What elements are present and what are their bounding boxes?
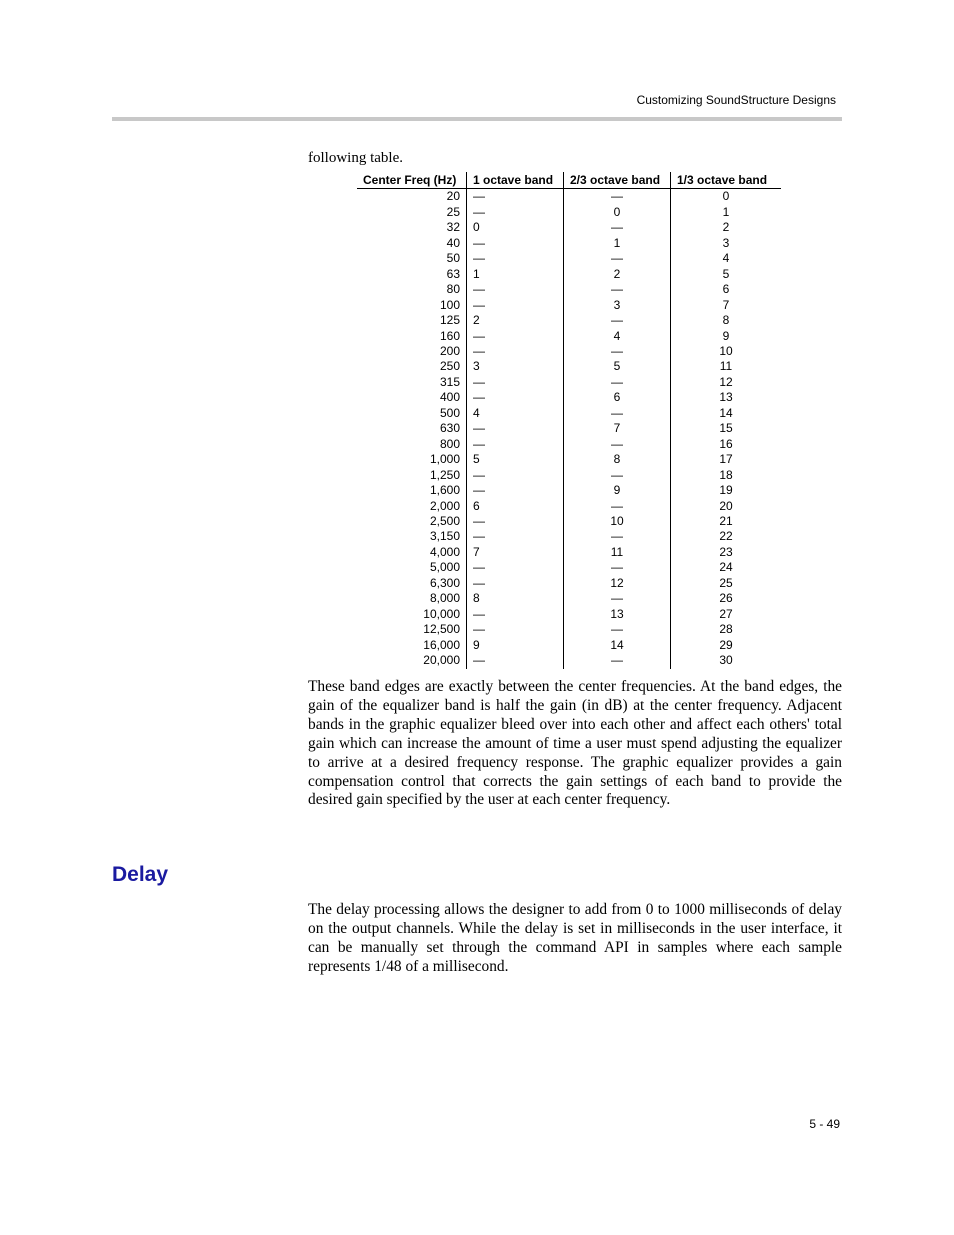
column-header-1-3-octave: 1/3 octave band — [671, 172, 782, 189]
cell-1-3-octave: 8 — [722, 313, 730, 328]
cell-1-octave: 9 — [467, 638, 564, 653]
cell-2-3-octave: 4 — [564, 329, 671, 344]
table-row — [357, 529, 781, 544]
table-row — [357, 220, 781, 235]
cell-2-3-octave: — — [564, 251, 671, 266]
cell-1-3-octave: 28 — [719, 622, 733, 637]
cell-2-3-octave: — — [564, 282, 671, 297]
cell-1-octave: — — [467, 607, 564, 622]
cell-2-3-octave: — — [564, 622, 671, 637]
cell-center-freq: 12,500 — [357, 622, 467, 637]
cell-2-3-octave: — — [564, 529, 671, 544]
page-number: 5 - 49 — [809, 1117, 840, 1131]
table-row — [357, 591, 781, 606]
cell-1-3-octave: 23 — [719, 544, 733, 559]
cell-center-freq: 32 — [357, 220, 467, 235]
table-row — [357, 313, 781, 328]
table-row — [357, 390, 781, 405]
cell-1-3-octave: 0 — [722, 189, 730, 204]
cell-center-freq: 1,600 — [357, 483, 467, 498]
cell-1-3-octave: 2 — [722, 220, 730, 235]
cell-2-3-octave: — — [564, 437, 671, 452]
cell-2-3-octave: — — [564, 344, 671, 359]
cell-1-3-octave: 19 — [719, 483, 733, 498]
cell-1-octave: — — [467, 282, 564, 297]
cell-center-freq: 250 — [357, 359, 467, 374]
cell-2-3-octave: 14 — [564, 638, 671, 653]
cell-1-octave: — — [467, 437, 564, 452]
table-row — [357, 267, 781, 282]
cell-center-freq: 200 — [357, 344, 467, 359]
cell-center-freq: 315 — [357, 375, 467, 390]
cell-1-octave: — — [467, 622, 564, 637]
equalizer-band-table — [357, 172, 781, 669]
table-row — [357, 344, 781, 359]
cell-2-3-octave: — — [564, 406, 671, 421]
cell-1-3-octave: 22 — [719, 529, 733, 544]
cell-2-3-octave: 0 — [564, 205, 671, 220]
cell-center-freq: 100 — [357, 298, 467, 313]
cell-1-octave: — — [467, 421, 564, 436]
cell-1-3-octave: 12 — [719, 374, 733, 389]
table-row — [357, 282, 781, 297]
table-row — [357, 483, 781, 498]
cell-2-3-octave: 3 — [564, 298, 671, 313]
cell-center-freq: 6,300 — [357, 576, 467, 591]
cell-center-freq: 400 — [357, 390, 467, 405]
table-row — [357, 375, 781, 390]
table-header-row — [357, 172, 781, 189]
table-row — [357, 638, 781, 653]
delay-paragraph: The delay processing allows the designer to add from 0 to 1000 milliseconds of delay on the output channels. While the delay is set in milliseconds in the user interface, it can be manually set through the command API in samples where each sample represents 1/48 of a millisecond. — [308, 901, 842, 975]
column-header-center-freq: Center Freq (Hz) — [357, 172, 467, 189]
cell-center-freq: 1,250 — [357, 468, 467, 483]
cell-1-octave: — — [467, 483, 564, 498]
running-header: Customizing SoundStructure Designs — [636, 93, 836, 107]
cell-1-3-octave: 16 — [719, 436, 733, 451]
cell-2-3-octave: — — [564, 468, 671, 483]
cell-2-3-octave: 11 — [564, 545, 671, 560]
cell-1-octave: — — [467, 529, 564, 544]
table-row — [357, 653, 781, 668]
cell-2-3-octave: 5 — [564, 359, 671, 374]
cell-2-3-octave: — — [564, 313, 671, 328]
cell-center-freq: 20,000 — [357, 653, 467, 668]
cell-1-octave: — — [467, 514, 564, 529]
table-row — [357, 468, 781, 483]
cell-center-freq: 160 — [357, 329, 467, 344]
cell-center-freq: 16,000 — [357, 638, 467, 653]
table-row — [357, 622, 781, 637]
cell-1-octave: — — [467, 375, 564, 390]
cell-center-freq: 2,500 — [357, 514, 467, 529]
cell-1-octave: — — [467, 344, 564, 359]
cell-center-freq: 10,000 — [357, 607, 467, 622]
cell-1-octave: — — [467, 189, 564, 205]
cell-2-3-octave: — — [564, 560, 671, 575]
table-row — [357, 437, 781, 452]
cell-1-octave: 1 — [467, 267, 564, 282]
cell-2-3-octave: 7 — [564, 421, 671, 436]
cell-1-octave: 3 — [467, 359, 564, 374]
cell-center-freq: 8,000 — [357, 591, 467, 606]
table-row — [357, 576, 781, 591]
cell-1-3-octave: 6 — [722, 282, 730, 297]
cell-1-3-octave: 1 — [722, 204, 730, 219]
cell-1-3-octave: 11 — [719, 359, 733, 374]
cell-1-3-octave: 9 — [722, 328, 730, 343]
section-heading-delay: Delay — [112, 863, 169, 886]
cell-2-3-octave: — — [564, 375, 671, 390]
intro-text: following table. — [308, 150, 403, 166]
cell-2-3-octave: 8 — [564, 452, 671, 467]
table-row — [357, 545, 781, 560]
cell-1-octave: — — [467, 236, 564, 251]
cell-1-3-octave: 18 — [719, 467, 733, 482]
cell-1-octave: — — [467, 576, 564, 591]
cell-1-3-octave: 17 — [719, 452, 733, 467]
header-rule — [112, 117, 842, 121]
cell-center-freq: 63 — [357, 267, 467, 282]
cell-1-3-octave: 21 — [719, 513, 733, 528]
table-row — [357, 205, 781, 220]
cell-1-3-octave: 26 — [719, 591, 733, 606]
cell-center-freq: 25 — [357, 205, 467, 220]
cell-1-3-octave: 5 — [722, 266, 730, 281]
table-row — [357, 607, 781, 622]
cell-center-freq: 40 — [357, 236, 467, 251]
cell-1-3-octave: 29 — [719, 637, 733, 652]
table-row — [357, 298, 781, 313]
table-body — [357, 189, 781, 669]
cell-1-octave: 0 — [467, 220, 564, 235]
cell-center-freq: 20 — [357, 189, 467, 205]
cell-center-freq: 4,000 — [357, 545, 467, 560]
cell-1-3-octave: 14 — [719, 405, 733, 420]
cell-2-3-octave: 12 — [564, 576, 671, 591]
table-row — [357, 452, 781, 467]
cell-center-freq: 50 — [357, 251, 467, 266]
cell-1-octave: — — [467, 390, 564, 405]
cell-center-freq: 2,000 — [357, 499, 467, 514]
cell-1-3-octave: 7 — [722, 297, 730, 312]
cell-1-3-octave: 10 — [719, 343, 733, 358]
cell-center-freq: 500 — [357, 406, 467, 421]
cell-1-octave: 2 — [467, 313, 564, 328]
cell-1-octave: — — [467, 329, 564, 344]
cell-2-3-octave: — — [564, 591, 671, 606]
table-row — [357, 329, 781, 344]
cell-1-octave: 8 — [467, 591, 564, 606]
cell-2-3-octave: 13 — [564, 607, 671, 622]
table-row — [357, 236, 781, 251]
cell-center-freq: 630 — [357, 421, 467, 436]
band-edges-paragraph: These band edges are exactly between the center frequencies. At the band edges, the gain of the equalizer band is half the gain (in dB) at the center frequency. Adjacent bands in the graphic equalizer bleed over into each other and affect each others' total gain which can increase the amount of time a user must spend adjusting the equalizer to arrive at a desired frequency response. The graphic equalizer provides a gain compensation control that corrects the gain settings of each band to provide the desired gain specified by the user at each center frequency. — [308, 678, 842, 809]
cell-center-freq: 80 — [357, 282, 467, 297]
cell-1-octave: 6 — [467, 499, 564, 514]
cell-center-freq: 125 — [357, 313, 467, 328]
cell-1-3-octave: 15 — [719, 421, 733, 436]
table-row — [357, 406, 781, 421]
cell-1-3-octave: 3 — [722, 235, 730, 250]
cell-2-3-octave: 6 — [564, 390, 671, 405]
table-row — [357, 499, 781, 514]
cell-1-octave: 5 — [467, 452, 564, 467]
cell-1-octave: 4 — [467, 406, 564, 421]
column-header-1-octave: 1 octave band — [467, 172, 564, 189]
cell-1-octave: — — [467, 560, 564, 575]
cell-2-3-octave: 9 — [564, 483, 671, 498]
cell-2-3-octave: 1 — [564, 236, 671, 251]
column-header-2-3-octave: 2/3 octave band — [564, 172, 671, 189]
cell-center-freq: 3,150 — [357, 529, 467, 544]
cell-1-3-octave: 27 — [719, 606, 733, 621]
cell-2-3-octave: — — [564, 220, 671, 235]
cell-1-3-octave: 24 — [719, 560, 733, 575]
cell-2-3-octave: 2 — [564, 267, 671, 282]
table-row — [357, 421, 781, 436]
cell-center-freq: 1,000 — [357, 452, 467, 467]
table-row — [357, 189, 781, 205]
cell-1-octave: — — [467, 468, 564, 483]
cell-1-octave: — — [467, 251, 564, 266]
cell-1-octave: — — [467, 653, 564, 668]
cell-2-3-octave: — — [564, 189, 671, 205]
table-row — [357, 514, 781, 529]
cell-1-octave: — — [467, 298, 564, 313]
cell-1-3-octave: 20 — [719, 498, 733, 513]
cell-1-3-octave: 4 — [722, 251, 730, 266]
table-row — [357, 560, 781, 575]
cell-1-3-octave: 13 — [719, 390, 733, 405]
cell-2-3-octave: — — [564, 499, 671, 514]
cell-1-3-octave: 25 — [719, 575, 733, 590]
cell-2-3-octave: 10 — [564, 514, 671, 529]
table-row — [357, 359, 781, 374]
cell-2-3-octave: — — [564, 653, 671, 668]
cell-center-freq: 800 — [357, 437, 467, 452]
table-row — [357, 251, 781, 266]
cell-1-octave: — — [467, 205, 564, 220]
cell-center-freq: 5,000 — [357, 560, 467, 575]
cell-1-octave: 7 — [467, 545, 564, 560]
cell-1-3-octave: 30 — [719, 653, 733, 668]
